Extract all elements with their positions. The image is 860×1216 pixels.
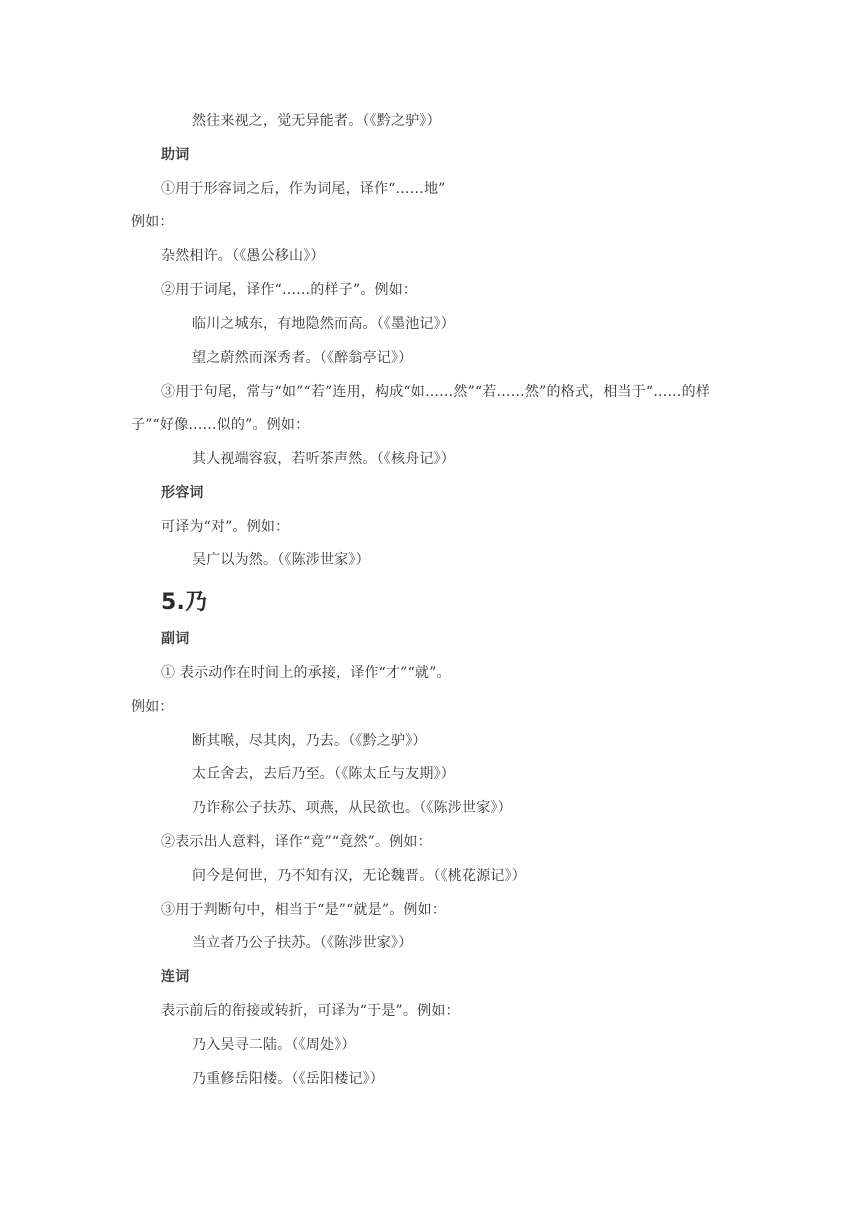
example-line: 乃诈称公子扶苏、项燕，从民欲也。（《陈涉世家》） [192, 800, 512, 816]
section-label-adverb: 副词 [161, 631, 190, 647]
usage-line: 可译为“对”。例如： [161, 519, 290, 535]
example-line: 太丘舍去，去后乃至。（《陈太丘与友期》） [192, 766, 455, 782]
example-line: 杂然相许。（《愚公移山》） [161, 248, 325, 264]
usage-line-continued: 子”“好像……似的”。例如： [131, 417, 310, 433]
example-intro: 例如： [131, 699, 174, 715]
section-label-auxiliary: 助词 [161, 147, 190, 163]
example-line: 断其喉，尽其肉，乃去。（《黔之驴》） [192, 733, 427, 749]
entry-heading: 5.乃 [161, 590, 208, 615]
example-line: 乃重修岳阳楼。（《岳阳楼记》） [192, 1071, 384, 1087]
example-line: 然往来视之，觉无异能者。（《黔之驴》） [192, 113, 441, 129]
example-line: 临川之城东，有地隐然而高。（《墨池记》） [192, 316, 455, 332]
example-line: 当立者乃公子扶苏。（《陈涉世家》） [192, 935, 413, 951]
example-line: 其人视端容寂，若听茶声然。（《核舟记》） [192, 451, 455, 467]
example-intro: 例如： [131, 214, 174, 230]
example-line: 问今是何世，乃不知有汉，无论魏晋。（《桃花源记》） [192, 868, 526, 884]
usage-line: ②用于词尾，译作“……的样子”。例如： [161, 282, 418, 298]
example-line: 望之蔚然而深秀者。（《醉翁亭记》） [192, 350, 413, 366]
usage-line: ②表示出人意料，译作“竟”“竟然”。例如： [161, 834, 432, 850]
section-label-conjunction: 连词 [161, 969, 190, 985]
usage-line: 表示前后的衔接或转折，可译为“于是”。例如： [161, 1003, 460, 1019]
section-label-adjective: 形容词 [161, 485, 204, 501]
usage-line: ③用于判断句中，相当于“是”“就是”。例如： [161, 902, 447, 918]
usage-line: ③用于句尾，常与“如”“若”连用，构成“如……然”“若……然”的格式，相当于“……的样 [161, 384, 711, 400]
usage-line: ①用于形容词之后，作为词尾，译作“……地” [161, 181, 446, 197]
usage-line: ① 表示动作在时间上的承接，译作“才”“就”。 [161, 665, 451, 681]
example-line: 吴广以为然。（《陈涉世家》） [192, 552, 370, 568]
example-line: 乃入吴寻二陆。（《周处》） [192, 1037, 356, 1053]
